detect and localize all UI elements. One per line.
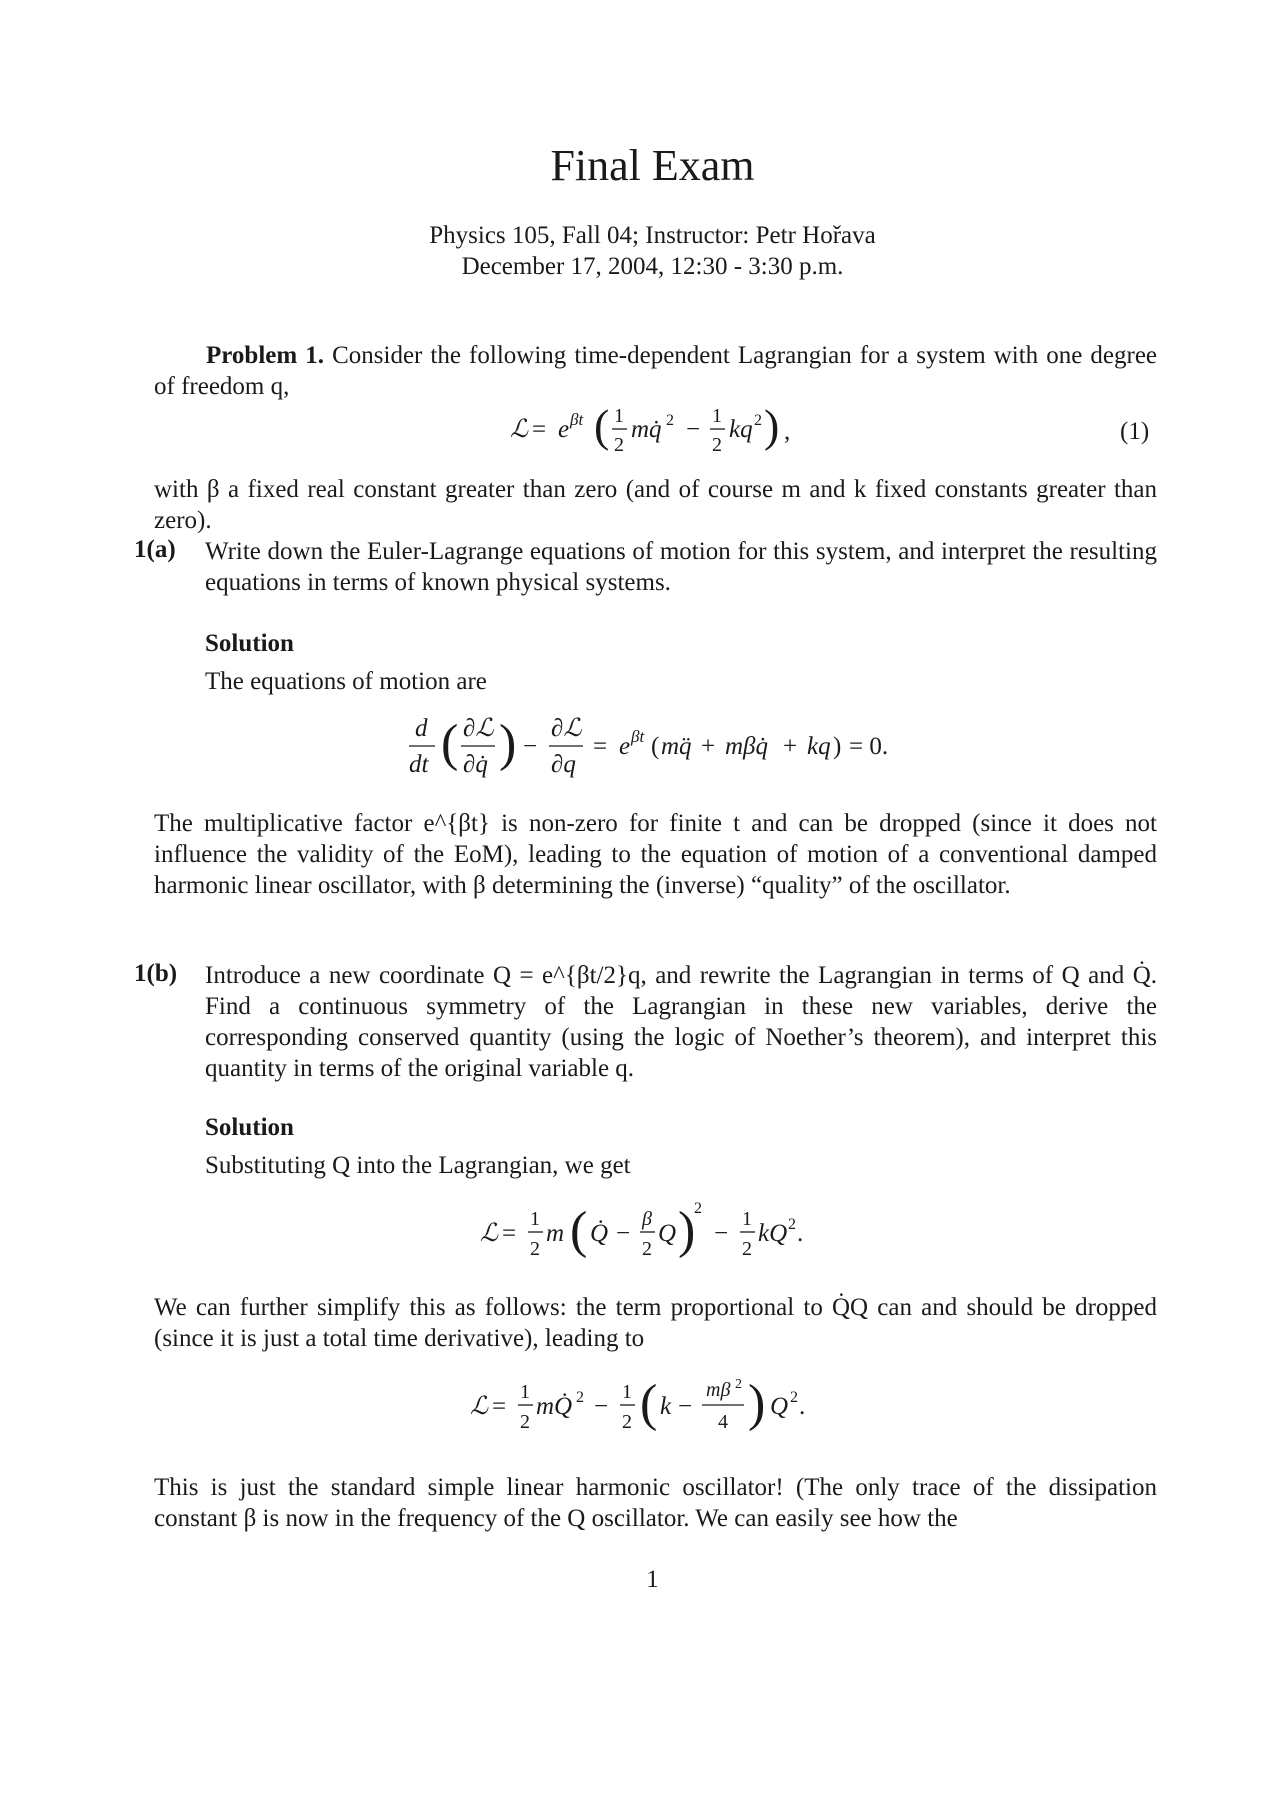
svg-text:): ) xyxy=(833,733,842,760)
svg-text:mq̈: mq̈ xyxy=(661,733,692,760)
svg-text:=: = xyxy=(532,416,547,443)
svg-text:mQ̇: mQ̇ xyxy=(536,1393,573,1420)
svg-text:.: . xyxy=(797,1220,804,1247)
svg-text:−: − xyxy=(678,1393,693,1420)
svg-text:1: 1 xyxy=(712,405,722,427)
equation-1 xyxy=(500,395,840,465)
svg-text:2: 2 xyxy=(742,1238,752,1260)
svg-text:+: + xyxy=(783,733,798,760)
svg-text:m: m xyxy=(546,1220,565,1247)
svg-text:1: 1 xyxy=(742,1208,752,1230)
svg-text:1: 1 xyxy=(520,1381,530,1403)
part-b-solution-intro: Substituting Q into the Lagrangian, we get xyxy=(205,1152,631,1179)
svg-text:): ) xyxy=(764,400,780,451)
svg-text:2: 2 xyxy=(520,1411,530,1433)
svg-text:−: − xyxy=(594,1393,609,1420)
svg-text:4: 4 xyxy=(718,1411,728,1433)
part-a-question: Write down the Euler-Lagrange equations of motion for this system, and interpret the resulting equations in terms of known physical systems. xyxy=(205,538,1157,596)
svg-text:e: e xyxy=(558,416,570,443)
svg-text:2: 2 xyxy=(666,412,674,429)
svg-text:2: 2 xyxy=(790,1389,798,1406)
svg-text:β: β xyxy=(642,1208,652,1230)
problem-intro-text: Consider the following time-dependent Lagrangian for a system with one degree of freedom q, xyxy=(154,342,1158,400)
svg-text:1: 1 xyxy=(622,1381,632,1403)
svg-text:d: d xyxy=(415,715,428,742)
svg-text:e: e xyxy=(619,733,631,760)
svg-text:ℒ: ℒ xyxy=(510,414,529,443)
course-line: Physics 105, Fall 04; Instructor: Petr Hořava xyxy=(429,222,876,249)
svg-text:−: − xyxy=(686,416,701,443)
part-b-closing: This is just the standard simple linear harmonic oscillator! (The only trace of the dissipation constant β is now in the frequency of the Q oscillator. We can easily see how the xyxy=(154,1474,1157,1532)
svg-text:∂ℒ: ∂ℒ xyxy=(551,715,582,742)
svg-text:(: ( xyxy=(441,715,459,772)
date-line: December 17, 2004, 12:30 - 3:30 p.m. xyxy=(461,253,844,280)
svg-text:): ) xyxy=(499,715,517,772)
svg-text:2: 2 xyxy=(735,1377,742,1392)
part-a-solution-intro: The equations of motion are xyxy=(205,668,487,695)
problem-constants: with β a fixed real constant greater than zero (and of course m and k fixed constants greater than zero). xyxy=(154,476,1157,534)
svg-text:∂q: ∂q xyxy=(551,751,576,778)
svg-text:mβ: mβ xyxy=(706,1379,731,1401)
svg-text:−: − xyxy=(616,1220,631,1247)
svg-text:=: = xyxy=(492,1393,507,1420)
svg-text:2: 2 xyxy=(694,1200,702,1217)
part-a-discussion: The multiplicative factor e^{βt} is non-zero for finite t and can be dropped (since it does not influence the validity of the EoM), leading to the equation of motion of a conventional damped harmonic linear oscillator, with β determining the (inverse) “quality” of the oscillator. xyxy=(154,810,1157,899)
svg-text:kQ: kQ xyxy=(758,1220,788,1247)
svg-text:kq: kq xyxy=(729,416,753,443)
svg-text:.: . xyxy=(799,1393,806,1420)
part-b-question: Introduce a new coordinate Q = e^{βt/2}q, and rewrite the Lagrangian in terms of Q and Q̇. Find a continuous symmetry of the Lagrangian in these new variables, derive the corresponding conserved quantity (using the logic of Noether’s theorem), and interpret this quantity in terms of the original variable q. xyxy=(205,962,1157,1082)
svg-text:=: = xyxy=(502,1220,517,1247)
svg-text:mq̇: mq̇ xyxy=(631,416,662,443)
svg-text:(: ( xyxy=(640,1375,658,1432)
svg-text:2: 2 xyxy=(614,434,624,456)
part-b-label: 1(b) xyxy=(134,960,178,987)
svg-text:∂q̇: ∂q̇ xyxy=(463,751,488,778)
svg-text:,: , xyxy=(784,418,791,445)
svg-text:2: 2 xyxy=(530,1238,540,1260)
svg-text:): ) xyxy=(678,1202,696,1259)
svg-text:Q: Q xyxy=(770,1393,789,1420)
svg-text:=: = xyxy=(593,733,608,760)
svg-text:2: 2 xyxy=(754,412,762,429)
svg-text:(: ( xyxy=(570,1202,588,1259)
equation-simplified xyxy=(460,1368,860,1448)
svg-text:2: 2 xyxy=(788,1216,796,1233)
svg-text:mβq̇: mβq̇ xyxy=(725,733,769,760)
svg-text:ℒ: ℒ xyxy=(480,1218,499,1247)
svg-text:(: ( xyxy=(594,400,610,451)
svg-text:+: + xyxy=(701,733,716,760)
svg-text:k: k xyxy=(660,1393,672,1420)
page-number: 1 xyxy=(646,1566,659,1593)
svg-text:dt: dt xyxy=(409,751,429,778)
part-a-solution-heading: Solution xyxy=(205,630,294,657)
svg-text:ℒ: ℒ xyxy=(470,1391,489,1420)
svg-text:(: ( xyxy=(651,733,660,760)
svg-text:βt: βt xyxy=(570,410,584,429)
svg-text:−: − xyxy=(714,1220,729,1247)
svg-text:2: 2 xyxy=(576,1389,584,1406)
svg-text:1: 1 xyxy=(530,1208,540,1230)
svg-text:Q̇: Q̇ xyxy=(590,1220,609,1247)
equation-substituted xyxy=(470,1195,850,1275)
svg-text:Q: Q xyxy=(658,1220,677,1247)
svg-text:kq: kq xyxy=(807,733,831,760)
equation-eom xyxy=(395,712,915,792)
problem-label: Problem 1. xyxy=(206,342,325,369)
svg-text:2: 2 xyxy=(642,1238,652,1260)
svg-text:−: − xyxy=(523,733,538,760)
part-b-solution-heading: Solution xyxy=(205,1114,294,1141)
page-title: Final Exam xyxy=(550,141,755,190)
svg-text:= 0.: = 0. xyxy=(849,733,889,760)
svg-text:2: 2 xyxy=(622,1411,632,1433)
part-a-label: 1(a) xyxy=(134,536,176,563)
svg-text:2: 2 xyxy=(712,434,722,456)
svg-text:1: 1 xyxy=(614,405,624,427)
svg-text:βt: βt xyxy=(631,727,645,746)
equation-1-number: (1) xyxy=(1120,418,1150,445)
svg-text:): ) xyxy=(748,1375,766,1432)
svg-text:∂ℒ: ∂ℒ xyxy=(463,715,494,742)
problem-intro xyxy=(154,340,1157,402)
part-b-simplify: We can further simplify this as follows: the term proportional to Q̇Q can and should be dropped (since it is just a total time derivative), leading to xyxy=(154,1294,1157,1352)
